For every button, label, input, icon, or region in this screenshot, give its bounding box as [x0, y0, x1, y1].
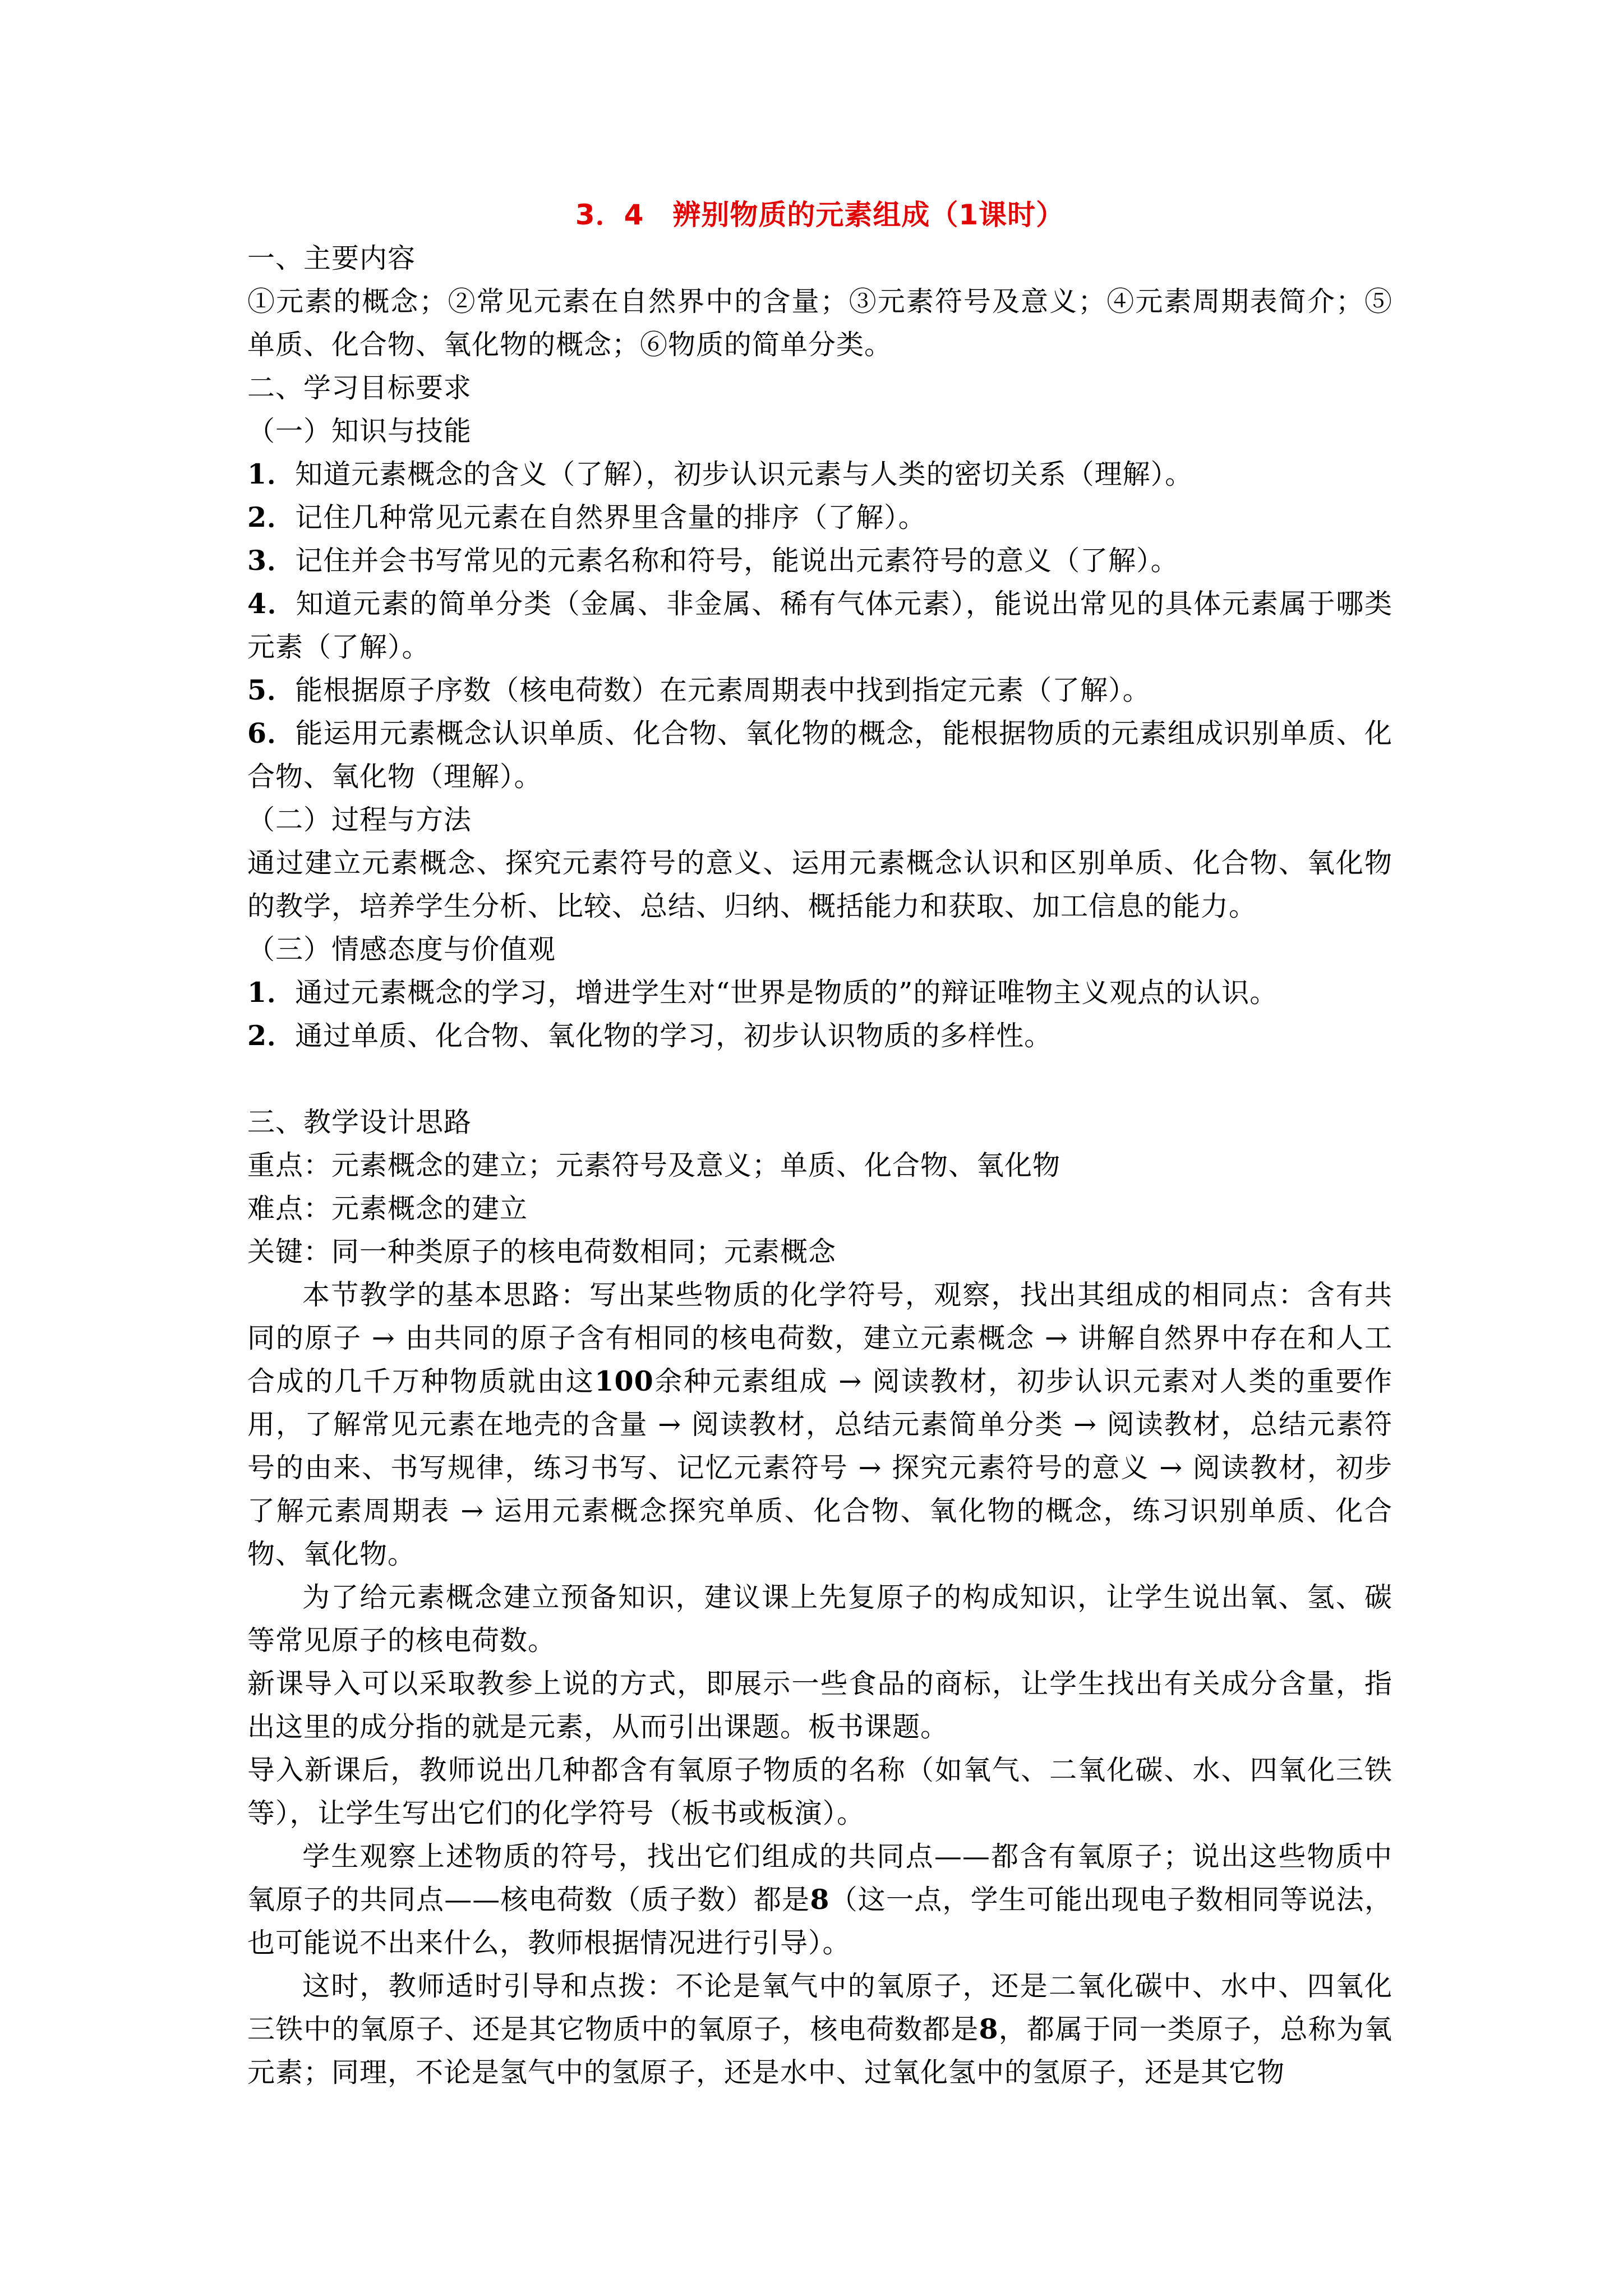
- item-number: 1．: [247, 458, 296, 490]
- paragraph-introduction: 新课导入可以采取教参上说的方式，即展示一些食品的商标，让学生找出有关成分含量，指出这里的成分指的就是元素，从而引出课题。板书课题。: [247, 1668, 1393, 1743]
- item-text: 记住并会书写常见的元素名称和符号，能说出元素符号的意义（了解）。: [295, 545, 1179, 577]
- item-text: 知道元素的简单分类（金属、非金属、稀有气体元素），能说出常见的具体元素属于哪类元素（了解）。: [247, 588, 1393, 663]
- paragraph-text: 本节教学的基本思路：写出某些物质的化学符号，观察，找出其组成的相同点：含有共同的原子 → 由共同的原子含有相同的核电荷数，建立元素概念 → 讲解自然界中存在和人工合成的几千万种物质就由这: [247, 1279, 1393, 1397]
- crux-points: 关键：同一种类原子的核电荷数相同；元素概念: [247, 1236, 837, 1268]
- item-number: 6．: [247, 717, 296, 749]
- item-text: 知道元素概念的含义（了解），初步认识元素与人类的密切关系（理解）。: [295, 458, 1193, 490]
- paragraph-preparation: 为了给元素概念建立预备知识，建议课上先复原子的构成知识，让学生说出氧、氢、碳等常见原子的核电荷数。: [247, 1581, 1393, 1657]
- section-heading-main-content: 一、主要内容: [247, 242, 416, 274]
- item-text: 能根据原子序数（核电荷数）在元素周期表中找到指定元素（了解）。: [295, 674, 1151, 706]
- subheading-attitude-values: （三）情感态度与价值观: [247, 933, 556, 965]
- objective-item: [247, 453, 1393, 496]
- item-number: 2．: [247, 501, 296, 533]
- paragraph-teaching-approach: [247, 1273, 1393, 1576]
- item-text: 记住几种常见元素在自然界里含量的排序（了解）。: [295, 501, 926, 533]
- number-100: 100: [594, 1365, 654, 1397]
- paragraph-text: 余种元素组成 → 阅读教材，初步认识元素对人类的重要作用，了解常见元素在地壳的含量 → 阅读教材，总结元素简单分类 → 阅读教材，总结元素符号的由来、书写规律，练习书写、记忆元素符号 → 探究元素符号的意义 → 阅读教材，初步了解元素周期表 → 运用元素概念探究单质、化合物、氧化物的概念，练习识别单质、化合物、氧化物。: [247, 1365, 1393, 1570]
- section-heading-objectives: 二、学习目标要求: [247, 372, 472, 404]
- objective-item: [247, 712, 1393, 798]
- document-title: 3．4 辨别物质的元素组成（1课时）: [575, 199, 1065, 231]
- process-method-body: 通过建立元素概念、探究元素符号的意义、运用元素概念认识和区别单质、化合物、氧化物的教学，培养学生分析、比较、总结、归纳、概括能力和获取、加工信息的能力。: [247, 847, 1393, 922]
- subheading-process-method: （二）过程与方法: [247, 804, 472, 836]
- item-text: 能运用元素概念认识单质、化合物、氧化物的概念，能根据物质的元素组成识别单质、化合物、氧化物（理解）。: [247, 717, 1393, 793]
- item-text: 通过元素概念的学习，增进学生对“世界是物质的”的辩证唯物主义观点的认识。: [295, 977, 1278, 1009]
- paragraph-text: （这一点，学生可能出现电子数相同等说法，也可能说不出来什么，教师根据情况进行引导）。: [247, 1884, 1393, 1959]
- key-points: 重点：元素概念的建立；元素符号及意义；单质、化合物、氧化物: [247, 1149, 1061, 1181]
- attitude-item: [247, 971, 1393, 1014]
- item-number: 4．: [247, 587, 296, 620]
- paragraph-text: 这时，教师适时引导和点拨：不论是氧气中的氧原子，还是二氧化碳中、水中、四氧化三铁中的氧原子、还是其它物质中的氧原子，核电荷数都是: [247, 1970, 1393, 2045]
- objective-item: [247, 582, 1393, 669]
- paragraph-observation: [247, 1835, 1393, 1964]
- blank-line: [247, 1057, 1393, 1101]
- number-8: 8: [810, 1883, 830, 1916]
- attitude-item: [247, 1014, 1393, 1057]
- subheading-knowledge-skills: （一）知识与技能: [247, 415, 472, 447]
- objective-item: [247, 539, 1393, 582]
- paragraph-text: ，都属于同一类原子，总称为氧元素；同理，不论是氢气中的氢原子，还是水中、过氧化氢中的氢原子，还是其它物: [247, 2013, 1393, 2088]
- section-heading-design: 三、教学设计思路: [247, 1106, 472, 1138]
- difficult-points: 难点：元素概念的建立: [247, 1193, 528, 1225]
- objective-item: [247, 496, 1393, 539]
- paragraph-new-lesson: 导入新课后，教师说出几种都含有氧原子物质的名称（如氧气、二氧化碳、水、四氧化三铁等），让学生写出它们的化学符号（板书或板演）。: [247, 1754, 1393, 1829]
- item-number: 3．: [247, 544, 296, 577]
- number-8: 8: [979, 2013, 999, 2045]
- item-number: 1．: [247, 976, 296, 1009]
- item-number: 2．: [247, 1019, 296, 1052]
- paragraph-text: 学生观察上述物质的符号，找出它们组成的共同点——都含有氧原子；说出这些物质中氧原子的共同点——核电荷数（质子数）都是: [247, 1841, 1393, 1916]
- item-text: 通过单质、化合物、氧化物的学习，初步认识物质的多样性。: [295, 1020, 1053, 1052]
- objective-item: [247, 669, 1393, 712]
- main-content-body: ①元素的概念；②常见元素在自然界中的含量；③元素符号及意义；④元素周期表简介；⑤单质、化合物、氧化物的概念；⑥物质的简单分类。: [247, 286, 1393, 361]
- document-page: [247, 194, 1393, 2094]
- paragraph-guidance: [247, 1964, 1393, 2094]
- item-number: 5．: [247, 674, 296, 706]
